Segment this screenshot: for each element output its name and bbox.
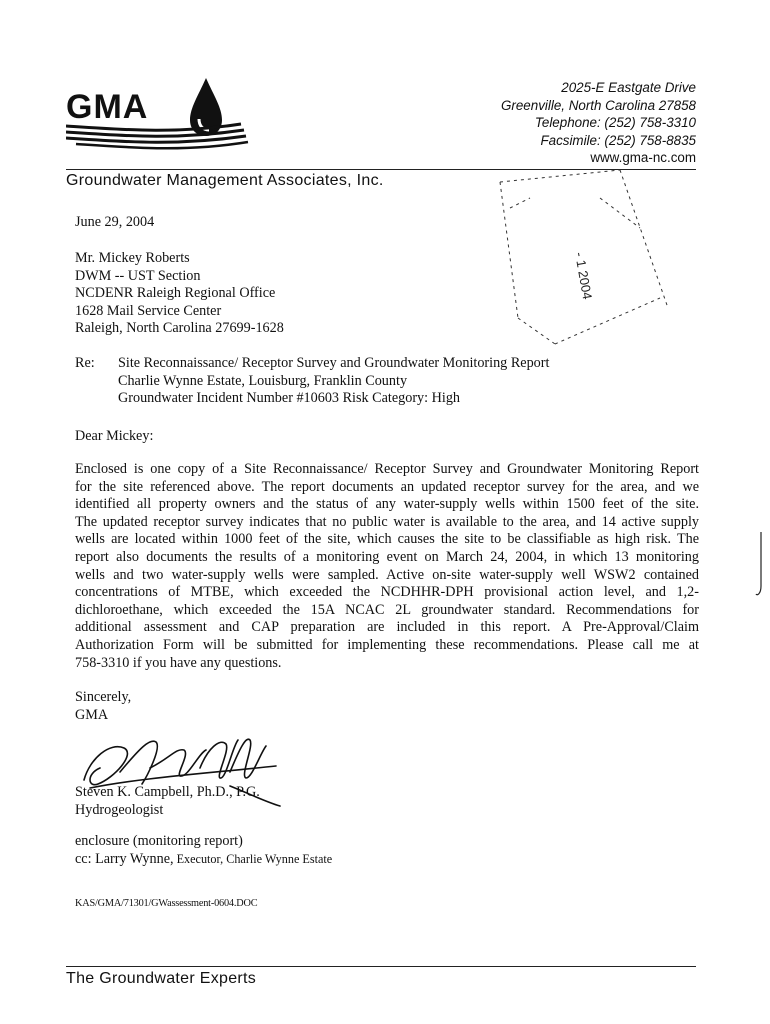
body-line: The updated receptor survey indicates that no public water is available to the area, and 14 active supply <box>75 513 699 530</box>
re-line: Charlie Wynne Estate, Louisburg, Franklin County <box>118 372 408 389</box>
closing-block <box>75 689 131 724</box>
body-line: dichloroethane, which exceeded the 15A NCAC 2L groundwater standard. Recommendations for <box>75 601 699 618</box>
signer-title: Hydrogeologist <box>75 801 164 818</box>
recipient-line: Mr. Mickey Roberts <box>75 250 190 266</box>
logo-text: GMA <box>66 88 149 126</box>
recipient-line: DWM -- UST Section <box>75 267 201 284</box>
body-line: 758-3310 if you have any questions. <box>75 654 282 671</box>
recipient-block <box>75 250 284 338</box>
closing-line: Sincerely, <box>75 689 132 705</box>
enclosure-note: enclosure (monitoring report) <box>75 833 243 849</box>
body-line: report also documents the results of a monitoring event on March 24, 2004, in which 13 monitoring <box>75 548 699 565</box>
re-label: Re: <box>75 355 95 371</box>
stamp-date-text: - 1 2004 <box>572 250 596 301</box>
cc-name: cc: Larry Wynne, <box>75 850 174 867</box>
body-line: Authorization Form will be submitted for implementing these recommendations. Please call me at <box>75 636 699 653</box>
re-subject <box>118 355 549 408</box>
file-path: KAS/GMA/71301/GWassessment-0604.DOC <box>75 898 258 909</box>
salutation: Dear Mickey: <box>75 428 154 444</box>
address-website: www.gma-nc.com <box>590 150 696 165</box>
body-line: for the site referenced above. The report documents an updated receptor survey for the area, and we <box>75 478 699 495</box>
re-line: Groundwater Incident Number #10603 Risk Category: High <box>118 390 461 407</box>
footer-tagline: The Groundwater Experts <box>66 970 257 987</box>
received-stamp <box>490 168 672 348</box>
footer-divider <box>66 966 696 967</box>
body-line: wells and two water-supply wells were sampled. Active on-site water-supply well WSW2 contained <box>75 566 699 583</box>
cc-line <box>75 851 332 869</box>
address-telephone: Telephone: (252) 758-3310 <box>534 115 696 130</box>
margin-mark <box>755 530 767 600</box>
company-address <box>501 79 696 167</box>
signer-name: Steven K. Campbell, Ph.D., P.G. <box>75 784 260 800</box>
body-line: Enclosed is one copy of a Site Reconnaissance/ Receptor Survey and Groundwater Monitoring Report <box>75 461 699 477</box>
closing-line: GMA <box>75 706 109 723</box>
body-line: concentrations of MTBE, which exceeded the NCDHHR-DPH provisional action level, and 1,2- <box>75 584 699 601</box>
company-name: Groundwater Management Associates, Inc. <box>66 172 384 189</box>
recipient-line: Raleigh, North Carolina 27699-1628 <box>75 320 284 337</box>
address-line: Greenville, North Carolina 27858 <box>500 97 696 113</box>
body-line: wells are located within 1000 feet of the site, which causes the site to be classifiable as high risk. The <box>75 531 699 548</box>
address-facsimile: Facsimile: (252) 758-8835 <box>540 132 696 148</box>
body-line: identified all property owners and the status of any water-supply wells within 1500 feet of the site. <box>75 496 699 513</box>
recipient-line: NCDENR Raleigh Regional Office <box>75 285 276 302</box>
recipient-line: 1628 Mail Service Center <box>75 302 222 319</box>
body-paragraph <box>75 461 699 672</box>
re-line: Site Reconnaissance/ Receptor Survey and Groundwater Monitoring Report <box>118 355 550 371</box>
received-stamp-mark-icon <box>490 168 672 348</box>
cc-role: Executor, Charlie Wynne Estate <box>173 851 333 866</box>
letter-date: June 29, 2004 <box>75 214 155 230</box>
enclosure-block <box>75 833 332 868</box>
signer-block <box>75 784 260 819</box>
margin-bracket-icon <box>755 530 767 600</box>
body-line: additional assessment and CAP preparation are included in this report. A Pre-Approval/Claim <box>75 619 699 636</box>
address-line: 2025-E Eastgate Drive <box>561 80 696 95</box>
